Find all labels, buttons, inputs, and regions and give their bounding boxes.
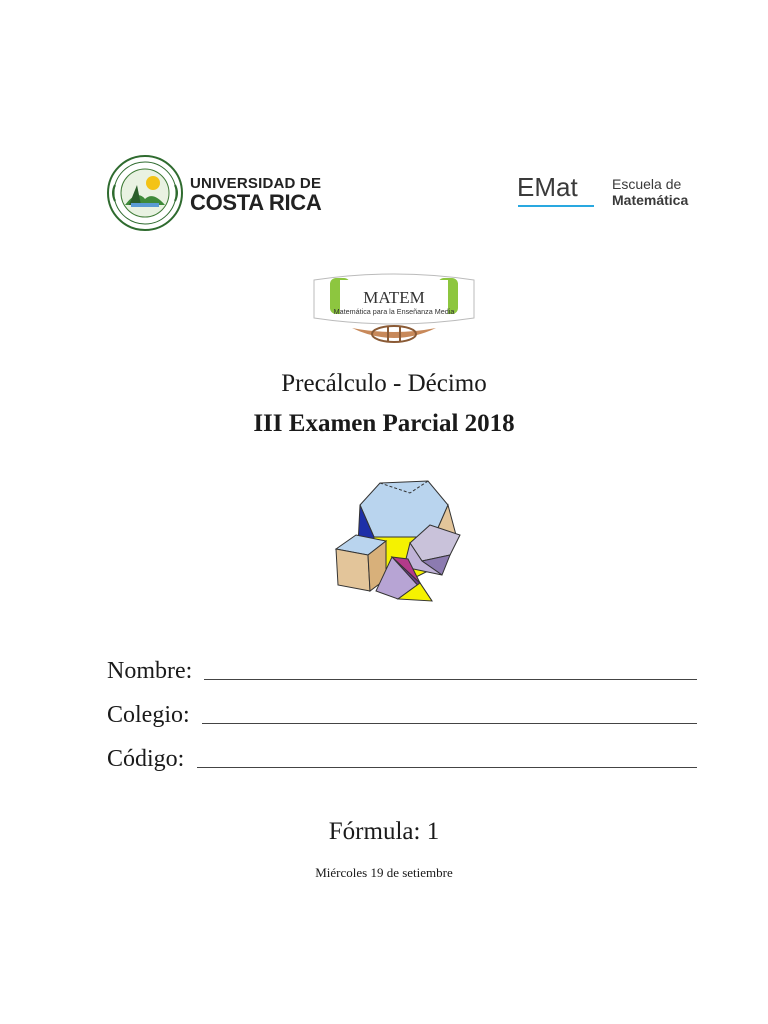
ucr-wordmark [190, 176, 321, 214]
emat-school-line2: Matemática [612, 192, 689, 208]
exam-title: III Examen Parcial 2018 [253, 410, 515, 437]
name-field[interactable] [107, 657, 697, 687]
school-field-line[interactable] [202, 723, 697, 724]
code-field-label: Código: [107, 746, 185, 772]
emat-school-name [612, 176, 688, 208]
formula-number: Fórmula: 1 [328, 818, 440, 845]
polyhedra-illustration [330, 475, 470, 605]
code-field-line[interactable] [197, 767, 697, 768]
emat-underline [518, 205, 594, 207]
svg-text:MATEM: MATEM [363, 288, 425, 307]
school-field-label: Colegio: [107, 702, 190, 728]
matem-logo [312, 272, 476, 346]
ucr-wordmark-line1: UNIVERSIDAD DE [190, 175, 322, 192]
name-field-label: Nombre: [107, 658, 193, 684]
svg-text:Matemática para la Enseñanza M: Matemática para la Enseñanza Media [333, 307, 455, 316]
course-title: Precálculo - Décimo [281, 370, 487, 397]
code-field[interactable] [107, 745, 697, 775]
emat-logo [517, 172, 699, 212]
ucr-wordmark-line2: COSTA RICA [190, 190, 322, 215]
name-field-line[interactable] [204, 679, 697, 680]
ucr-seal-logo [107, 155, 183, 231]
school-field[interactable] [107, 701, 697, 731]
emat-mark: EMat [517, 172, 578, 202]
exam-date: Miércoles 19 de setiembre [315, 865, 453, 880]
emat-school-line1: Escuela de [612, 176, 682, 192]
